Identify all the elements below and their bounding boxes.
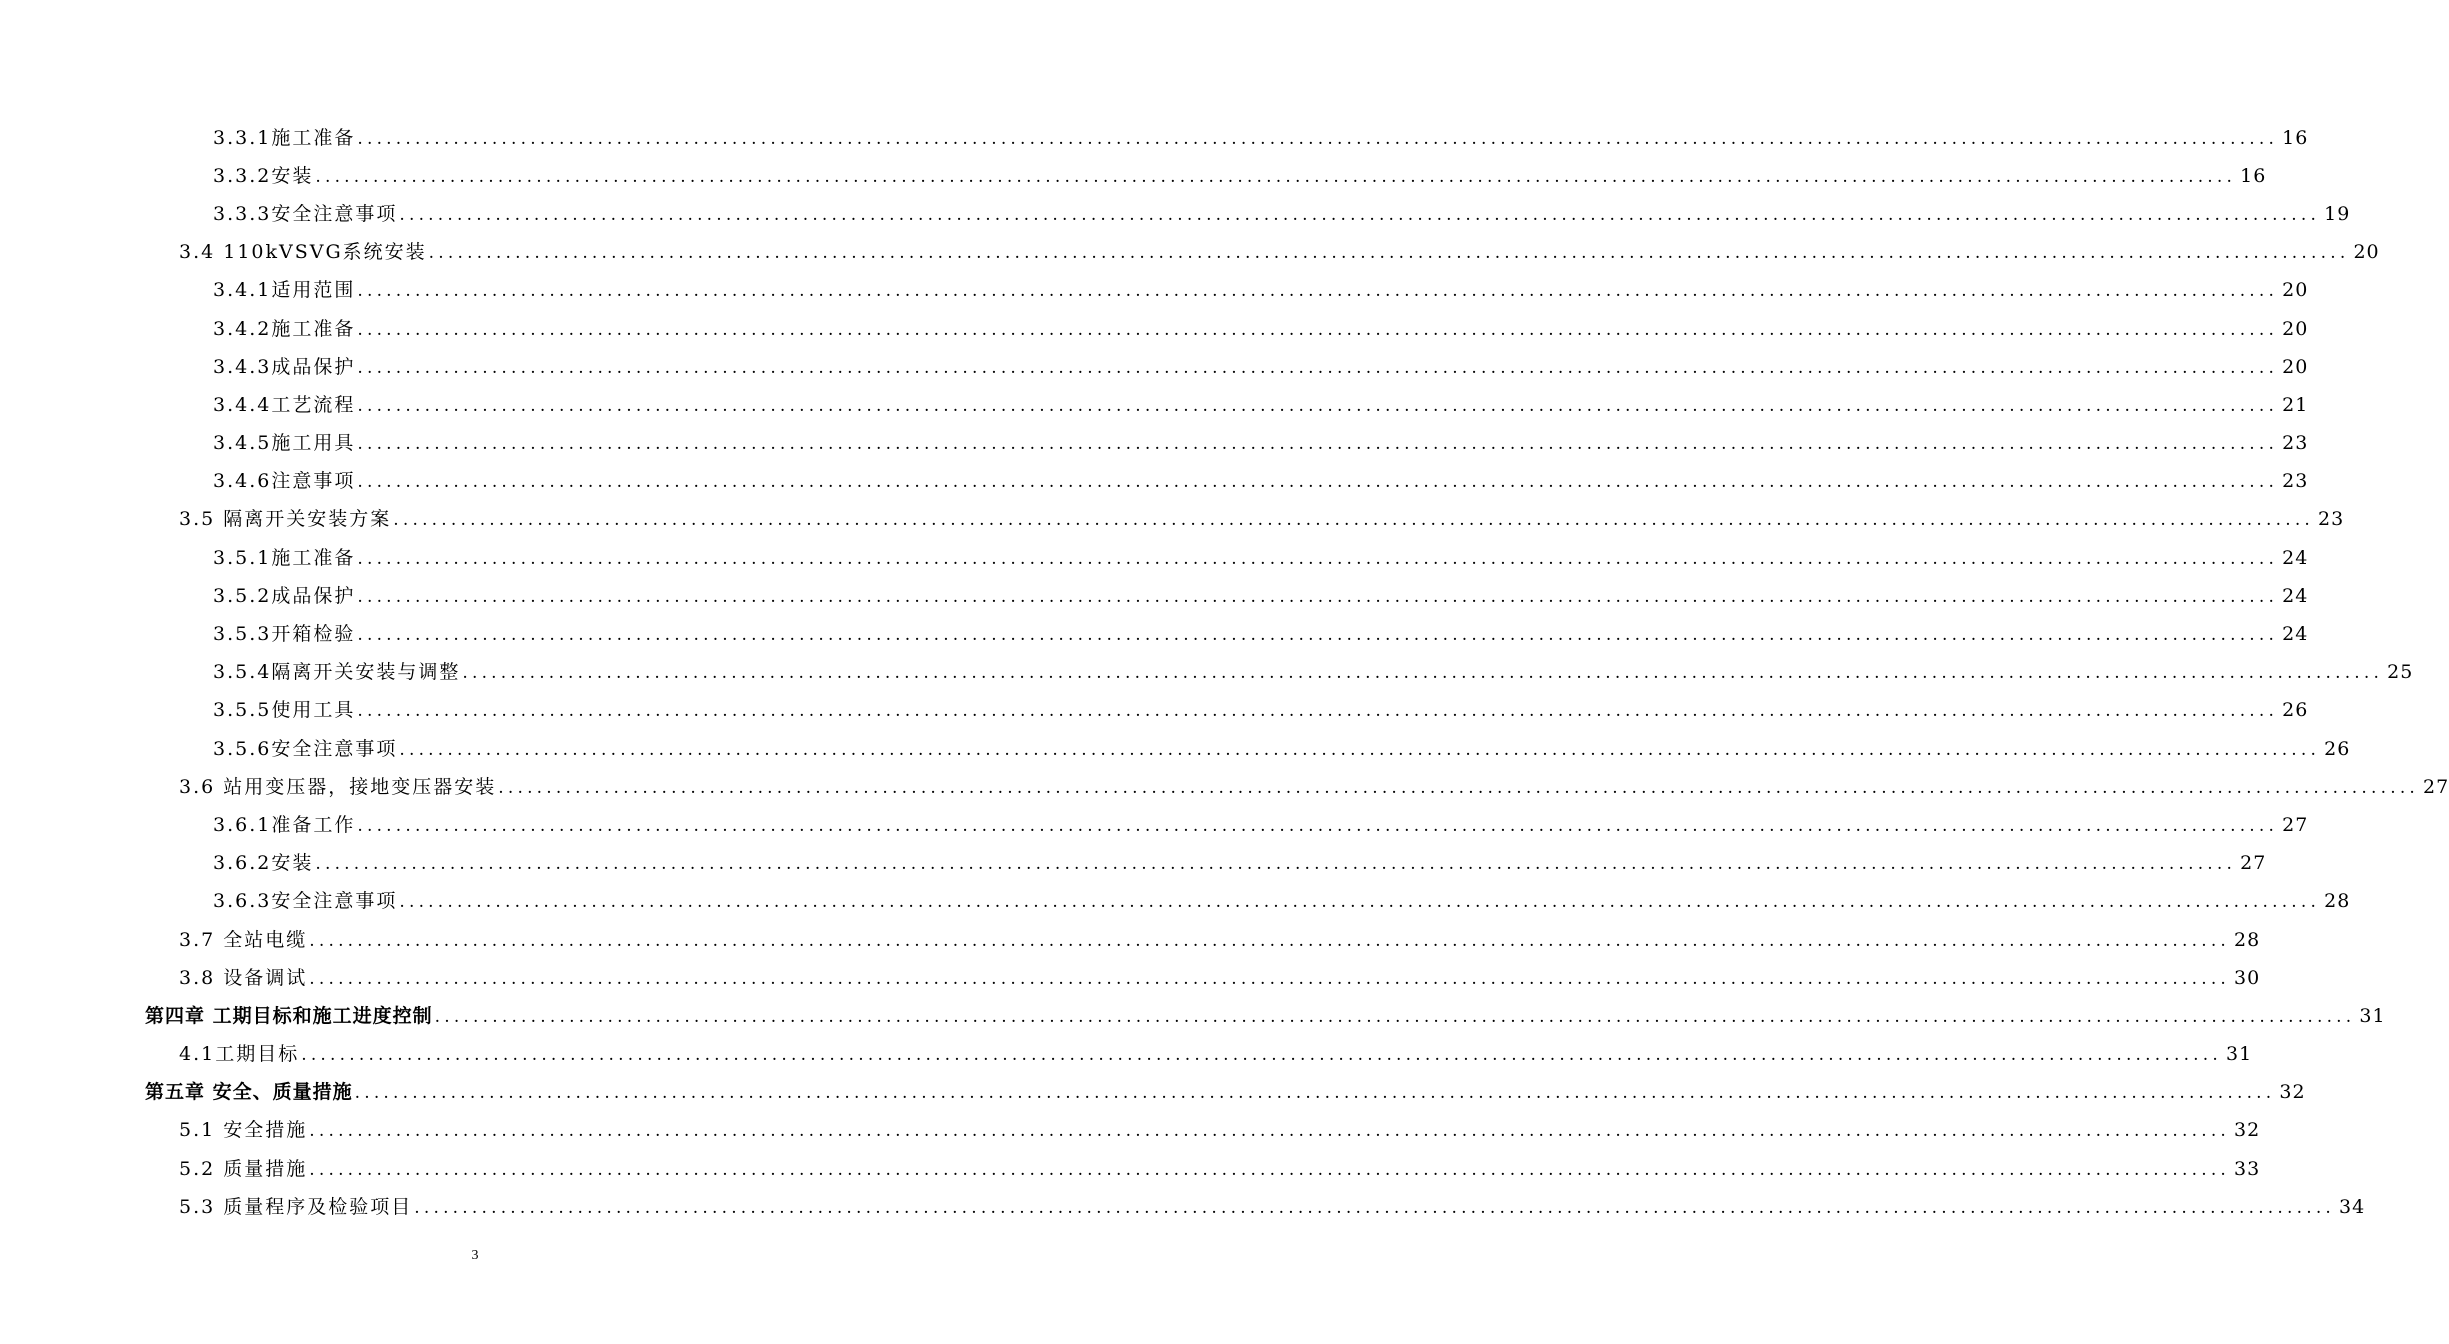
toc-entry-page: 24 (2282, 584, 2309, 607)
toc-leader-dots: ........................................................................................................................................................................................................ (309, 968, 2231, 989)
toc-leader-dots: ........................................................................................................................................................................................................ (315, 166, 2237, 187)
toc-entry[interactable] (0, 959, 2261, 997)
toc-leader-dots: ........................................................................................................................................................................................................ (357, 472, 2279, 493)
toc-entry-page: 20 (2282, 317, 2309, 340)
toc-entry-title: 3.5.6安全注意事项 (213, 737, 398, 760)
toc-leader-dots: ........................................................................................................................................................................................................ (301, 1045, 2222, 1066)
toc-entry-title: 4.1工期目标 (179, 1043, 300, 1066)
toc-leader-dots: ........................................................................................................................................................................................................ (309, 1159, 2231, 1180)
toc-leader-dots: ........................................................................................................................................................................................................ (357, 625, 2279, 646)
toc-entry-title: 3.6.2安装 (213, 852, 314, 875)
toc-leader-dots: ........................................................................................................................................................................................................ (357, 128, 2279, 149)
toc-entry[interactable] (0, 463, 2309, 501)
toc-leader-dots: ........................................................................................................................................................................................................ (357, 319, 2279, 340)
toc-entry[interactable] (0, 730, 2351, 768)
toc-entry-title: 3.4.3成品保护 (213, 355, 356, 378)
toc-entry-title: 3.6.3安全注意事项 (213, 890, 398, 913)
toc-entry[interactable] (0, 768, 2449, 806)
toc-entry-page: 31 (2359, 1004, 2386, 1027)
toc-leader-dots: ........................................................................................................................................................................................................ (357, 434, 2279, 455)
toc-entry-page: 34 (2339, 1195, 2366, 1218)
toc-entry-page: 20 (2282, 355, 2309, 378)
toc-entry-page: 27 (2240, 852, 2267, 875)
toc-entry-title: 3.8 设备调试 (179, 966, 308, 989)
toc-entry-page: 16 (2240, 164, 2267, 187)
toc-entry[interactable] (0, 806, 2309, 844)
toc-leader-dots: ........................................................................................................................................................................................................ (357, 281, 2279, 302)
toc-entry-page: 30 (2234, 966, 2261, 989)
toc-leader-dots: ........................................................................................................................................................................................................ (434, 1006, 2356, 1027)
toc-entry-title: 3.5 隔离开关安装方案 (179, 508, 392, 531)
toc-entry[interactable] (0, 577, 2309, 615)
toc-entry-title: 3.4 110kVSVG系统安装 (179, 241, 427, 264)
toc-entry[interactable] (0, 1112, 2261, 1150)
toc-entry-page: 26 (2282, 699, 2309, 722)
toc-entry[interactable] (0, 1150, 2261, 1188)
toc-entry-page: 25 (2387, 661, 2414, 684)
toc-entry-title: 3.4.1适用范围 (213, 279, 356, 302)
toc-entry-page: 33 (2234, 1157, 2261, 1180)
toc-entry-title: 3.4.5施工用具 (213, 432, 356, 455)
toc-entry-page: 16 (2282, 126, 2309, 149)
toc-leader-dots: ........................................................................................................................................................................................................ (414, 1197, 2336, 1218)
toc-entry-title: 3.4.6注意事项 (213, 470, 356, 493)
toc-entry[interactable] (0, 195, 2351, 233)
toc-entry[interactable] (0, 539, 2309, 577)
toc-entry-page: 27 (2282, 813, 2309, 836)
toc-leader-dots: ........................................................................................................................................................................................................ (428, 243, 2350, 264)
toc-entry[interactable] (0, 654, 2414, 692)
toc-entry-page: 23 (2318, 508, 2345, 531)
toc-entry-title: 5.3 质量程序及检验项目 (179, 1195, 413, 1218)
toc-leader-dots: ........................................................................................................................................................................................................ (393, 510, 2315, 531)
toc-entry-title: 5.2 质量措施 (179, 1157, 308, 1180)
toc-entry-page: 20 (2353, 241, 2380, 264)
toc-entry-page: 24 (2282, 546, 2309, 569)
toc-entry[interactable] (0, 997, 2386, 1035)
toc-leader-dots: ........................................................................................................................................................................................................ (399, 892, 2321, 913)
toc-entry-page: 26 (2324, 737, 2351, 760)
toc-entry[interactable] (0, 272, 2309, 310)
toc-entry-page: 19 (2324, 202, 2351, 225)
toc-entry-title: 3.3.3安全注意事项 (213, 202, 398, 225)
toc-entry-page: 24 (2282, 623, 2309, 646)
toc-entry-page: 23 (2282, 432, 2309, 455)
toc-entry-page: 20 (2282, 279, 2309, 302)
toc-entry-title: 5.1 安全措施 (179, 1119, 308, 1142)
toc-leader-dots: ........................................................................................................................................................................................................ (357, 548, 2279, 569)
toc-entry[interactable] (0, 425, 2309, 463)
toc-entry-page: 32 (2234, 1119, 2261, 1142)
toc-entry-title: 3.4.2施工准备 (213, 317, 356, 340)
toc-entry-title: 3.6.1准备工作 (213, 813, 356, 836)
toc-leader-dots: ........................................................................................................................................................................................................ (462, 663, 2384, 684)
toc-entry[interactable] (0, 501, 2345, 539)
toc-entry-title: 3.3.1施工准备 (213, 126, 356, 149)
toc-entry[interactable] (0, 310, 2309, 348)
toc-leader-dots: ........................................................................................................................................................................................................ (309, 1121, 2231, 1142)
toc-entry-page: 28 (2324, 890, 2351, 913)
toc-leader-dots: ........................................................................................................................................................................................................ (399, 204, 2321, 225)
toc-entry[interactable] (0, 1036, 2253, 1074)
toc-entry[interactable] (0, 845, 2267, 883)
toc-entry-page: 31 (2225, 1043, 2253, 1066)
toc-entry-title: 3.5.4隔离开关安装与调整 (213, 661, 461, 684)
toc-entry[interactable] (0, 921, 2261, 959)
toc-entry[interactable] (0, 234, 2380, 272)
toc-entry-page: 21 (2282, 393, 2309, 416)
toc-entry-title: 3.5.5使用工具 (213, 699, 356, 722)
toc-entry-title: 3.5.1施工准备 (213, 546, 356, 569)
toc-entry-title: 3.7 全站电缆 (179, 928, 308, 951)
toc-entry[interactable] (0, 692, 2309, 730)
toc-leader-dots: ........................................................................................................................................................................................................ (357, 701, 2279, 722)
toc-entry-title: 3.5.3开箱检验 (213, 623, 356, 646)
toc-entry-title: 第四章 工期目标和施工进度控制 (145, 1004, 433, 1027)
table-of-contents (0, 119, 2449, 1226)
toc-entry[interactable] (0, 615, 2309, 653)
toc-entry[interactable] (0, 1188, 2366, 1226)
toc-entry[interactable] (0, 386, 2309, 424)
toc-leader-dots: ........................................................................................................................................................................................................ (357, 357, 2279, 378)
page-number: 3 (471, 1248, 479, 1263)
toc-entry[interactable] (0, 119, 2309, 157)
toc-leader-dots: ........................................................................................................................................................................................................ (357, 586, 2279, 607)
toc-leader-dots: ........................................................................................................................................................................................................ (357, 395, 2279, 416)
toc-entry[interactable] (0, 1074, 2306, 1112)
toc-leader-dots: ........................................................................................................................................................................................................ (498, 777, 2420, 798)
toc-entry-page: 32 (2279, 1081, 2306, 1104)
toc-entry[interactable] (0, 883, 2351, 921)
toc-entry-title: 第五章 安全、质量措施 (145, 1081, 353, 1104)
toc-entry-page: 27 (2423, 775, 2449, 798)
toc-leader-dots: ........................................................................................................................................................................................................ (315, 854, 2237, 875)
toc-entry[interactable] (0, 157, 2267, 195)
toc-entry[interactable] (0, 348, 2309, 386)
toc-entry-title: 3.4.4工艺流程 (213, 393, 356, 416)
toc-leader-dots: ........................................................................................................................................................................................................ (354, 1083, 2276, 1104)
toc-entry-title: 3.5.2成品保护 (213, 584, 356, 607)
toc-leader-dots: ........................................................................................................................................................................................................ (357, 815, 2279, 836)
toc-entry-title: 3.3.2安装 (213, 164, 314, 187)
toc-entry-page: 23 (2282, 470, 2309, 493)
toc-leader-dots: ........................................................................................................................................................................................................ (309, 930, 2231, 951)
toc-leader-dots: ........................................................................................................................................................................................................ (399, 739, 2321, 760)
toc-entry-title: 3.6 站用变压器，接地变压器安装 (179, 775, 497, 798)
toc-entry-page: 28 (2234, 928, 2261, 951)
